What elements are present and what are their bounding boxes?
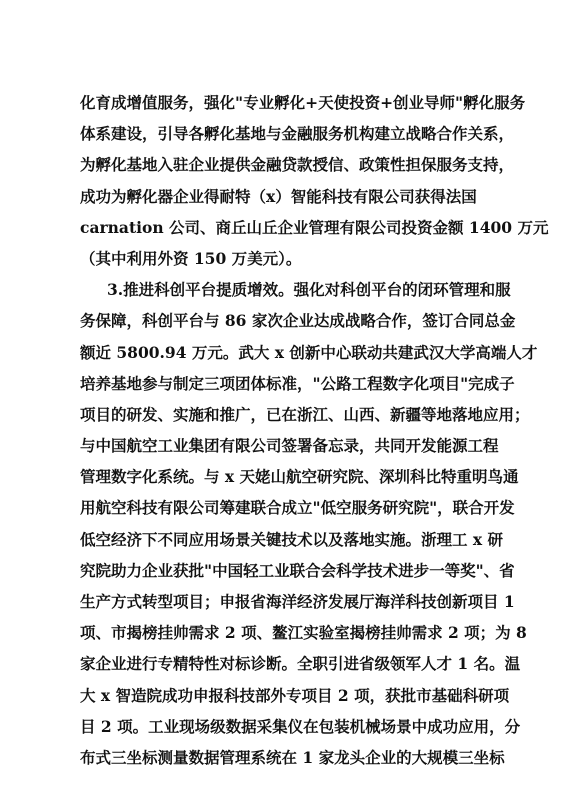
text-line: 培养基地参与制定三项团体标准，"公路工程数字化项目"完成子	[80, 373, 515, 393]
text-line: 究院助力企业获批"中国轻工业联合会科学技术进步一等奖"、省	[80, 560, 515, 580]
text-line: carnation 公司、商丘山丘企业管理有限公司投资金额 1400 万元	[80, 217, 549, 237]
text-line: 项、市揭榜挂帅需求 2 项、鳌江实验室揭榜挂帅需求 2 项；为 8	[80, 623, 527, 643]
text-line: 布式三坐标测量数据管理系统在 1 家龙头企业的大规模三坐标	[80, 747, 505, 767]
text-line: 生产方式转型项目；申报省海洋经济发展厅海洋科技创新项目 1	[80, 592, 515, 611]
text-line: 管理数字化系统。与 x 天姥山航空研究院、深圳科比特重明鸟通	[80, 467, 519, 487]
text-line: 用航空科技有限公司筹建联合成立"低空服务研究院"，联合开发	[80, 498, 515, 518]
text-line: 务保障，科创平台与 86 家次企业达成战略合作，签订合同总金	[80, 311, 516, 331]
text-line: 体系建设，引导各孵化基地与金融服务机构建立战略合作关系，	[80, 124, 515, 144]
text-line: 大 x 智造院成功申报科技部外专项目 2 项，获批市基础科研项	[80, 685, 510, 705]
text-line: 家企业进行专精特性对标诊断。全职引进省级领军人才 1 名。温	[80, 654, 521, 674]
text-line: 项目的研发、实施和推广，已在浙江、山西、新疆等地落地应用；	[80, 404, 530, 424]
text-line: （其中利用外资 150 万美元）。	[80, 248, 302, 268]
paragraph-heading-line: 3.推进科创平台提质增效。强化对科创平台的闭环管理和服	[107, 280, 511, 300]
text-line: 化育成增值服务，强化"专业孵化+天使投资+创业导师"孵化服务	[80, 93, 526, 112]
text-line: 为孵化基地入驻企业提供金融贷款授信、政策性担保服务支持，	[80, 155, 515, 175]
text-line: 额近 5800.94 万元。武大 x 创新中心联动共建武汉大学高端人才	[80, 342, 538, 362]
text-line: 与中国航空工业集团有限公司签署备忘录，共同开发能源工程	[80, 436, 499, 456]
text-line: 低空经济下不同应用场景关键技术以及落地实施。浙理工 x 研	[80, 529, 504, 549]
text-line: 目 2 项。工业现场级数据采集仪在包装机械场景中成功应用，分	[80, 716, 521, 736]
text-line: 成功为孵化器企业得耐特（x）智能科技有限公司获得法国	[80, 186, 477, 206]
body-text	[80, 87, 549, 773]
